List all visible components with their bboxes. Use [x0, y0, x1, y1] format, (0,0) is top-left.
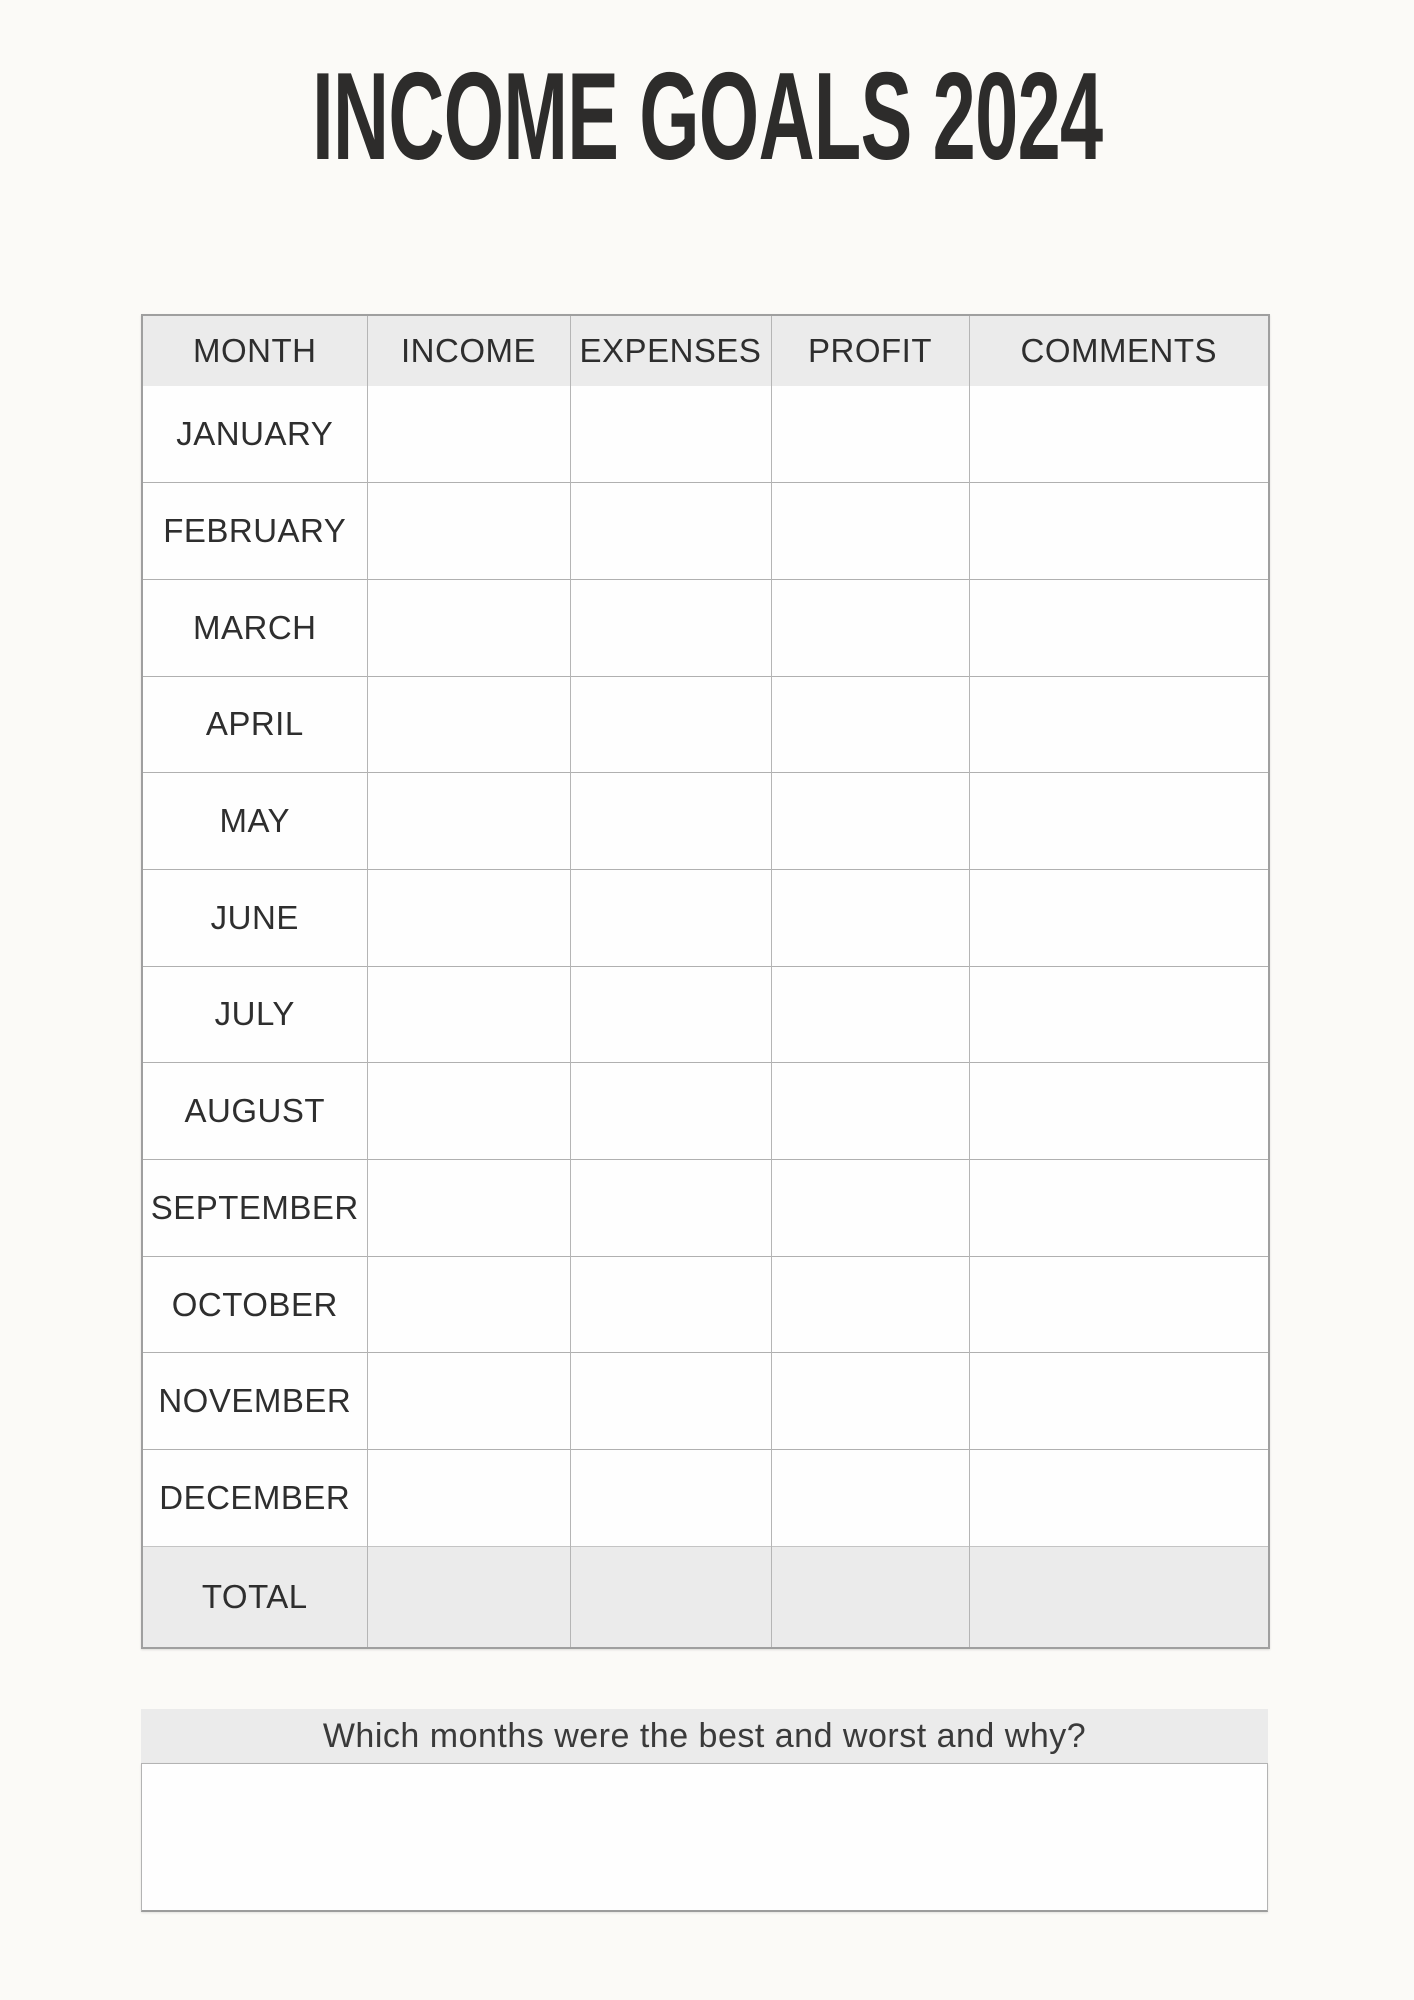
- cell-february-profit[interactable]: [771, 483, 969, 580]
- cell-may-profit[interactable]: [771, 773, 969, 870]
- month-label: NOVEMBER: [142, 1353, 367, 1450]
- cell-total-profit[interactable]: [771, 1546, 969, 1648]
- month-label: AUGUST: [142, 1063, 367, 1160]
- column-header-income: INCOME: [367, 315, 570, 386]
- cell-february-income[interactable]: [367, 483, 570, 580]
- cell-july-expenses[interactable]: [570, 966, 771, 1063]
- row-july: [142, 966, 1269, 1063]
- cell-november-comments[interactable]: [969, 1353, 1269, 1450]
- cell-october-income[interactable]: [367, 1256, 570, 1353]
- column-header-expenses: EXPENSES: [570, 315, 771, 386]
- cell-october-comments[interactable]: [969, 1256, 1269, 1353]
- cell-july-profit[interactable]: [771, 966, 969, 1063]
- cell-april-expenses[interactable]: [570, 676, 771, 773]
- cell-june-income[interactable]: [367, 869, 570, 966]
- cell-march-income[interactable]: [367, 579, 570, 676]
- row-january: [142, 386, 1269, 483]
- cell-june-profit[interactable]: [771, 869, 969, 966]
- column-header-comments: COMMENTS: [969, 315, 1269, 386]
- page-title-text: INCOME GOALS 2024: [311, 48, 1103, 186]
- cell-january-income[interactable]: [367, 386, 570, 483]
- cell-march-expenses[interactable]: [570, 579, 771, 676]
- month-label: OCTOBER: [142, 1256, 367, 1353]
- cell-january-profit[interactable]: [771, 386, 969, 483]
- cell-january-expenses[interactable]: [570, 386, 771, 483]
- question-section: [141, 1709, 1268, 1912]
- cell-april-comments[interactable]: [969, 676, 1269, 773]
- month-label: FEBRUARY: [142, 483, 367, 580]
- cell-april-income[interactable]: [367, 676, 570, 773]
- row-december: [142, 1450, 1269, 1547]
- page-title: [0, 46, 1414, 189]
- cell-september-income[interactable]: [367, 1160, 570, 1257]
- row-august: [142, 1063, 1269, 1160]
- month-label: DECEMBER: [142, 1450, 367, 1547]
- row-february: [142, 483, 1269, 580]
- cell-january-comments[interactable]: [969, 386, 1269, 483]
- cell-december-income[interactable]: [367, 1450, 570, 1547]
- cell-total-expenses[interactable]: [570, 1546, 771, 1648]
- cell-december-profit[interactable]: [771, 1450, 969, 1547]
- answer-box[interactable]: [141, 1763, 1268, 1912]
- row-november: [142, 1353, 1269, 1450]
- cell-august-expenses[interactable]: [570, 1063, 771, 1160]
- cell-february-expenses[interactable]: [570, 483, 771, 580]
- month-label: JANUARY: [176, 415, 334, 453]
- total-label: TOTAL: [142, 1546, 367, 1648]
- cell-september-profit[interactable]: [771, 1160, 969, 1257]
- cell-may-income[interactable]: [367, 773, 570, 870]
- row-march: [142, 579, 1269, 676]
- cell-june-comments[interactable]: [969, 869, 1269, 966]
- cell-november-expenses[interactable]: [570, 1353, 771, 1450]
- row-october: [142, 1256, 1269, 1353]
- cell-august-income[interactable]: [367, 1063, 570, 1160]
- cell-may-expenses[interactable]: [570, 773, 771, 870]
- income-goals-table: [141, 314, 1270, 1649]
- month-label: MAY: [142, 773, 367, 870]
- cell-august-profit[interactable]: [771, 1063, 969, 1160]
- table-header-row: [142, 315, 1269, 386]
- column-header-profit: PROFIT: [771, 315, 969, 386]
- cell-july-income[interactable]: [367, 966, 570, 1063]
- row-september: [142, 1160, 1269, 1257]
- month-label: JUNE: [142, 869, 367, 966]
- question-label: Which months were the best and worst and why?: [141, 1709, 1268, 1763]
- row-may: [142, 773, 1269, 870]
- cell-november-income[interactable]: [367, 1353, 570, 1450]
- cell-september-comments[interactable]: [969, 1160, 1269, 1257]
- cell-total-comments[interactable]: [969, 1546, 1269, 1648]
- column-header-month: MONTH: [142, 315, 367, 386]
- cell-total-income[interactable]: [367, 1546, 570, 1648]
- cell-august-comments[interactable]: [969, 1063, 1269, 1160]
- cell-december-expenses[interactable]: [570, 1450, 771, 1547]
- cell-april-profit[interactable]: [771, 676, 969, 773]
- month-label: SEPTEMBER: [142, 1160, 367, 1257]
- month-label: APRIL: [142, 676, 367, 773]
- cell-may-comments[interactable]: [969, 773, 1269, 870]
- row-april: [142, 676, 1269, 773]
- cell-february-comments[interactable]: [969, 483, 1269, 580]
- cell-october-expenses[interactable]: [570, 1256, 771, 1353]
- row-june: [142, 869, 1269, 966]
- month-label: MARCH: [142, 579, 367, 676]
- cell-june-expenses[interactable]: [570, 869, 771, 966]
- cell-september-expenses[interactable]: [570, 1160, 771, 1257]
- cell-october-profit[interactable]: [771, 1256, 969, 1353]
- cell-november-profit[interactable]: [771, 1353, 969, 1450]
- cell-december-comments[interactable]: [969, 1450, 1269, 1547]
- total-row: [142, 1546, 1269, 1648]
- month-label: JULY: [142, 966, 367, 1063]
- cell-march-profit[interactable]: [771, 579, 969, 676]
- cell-march-comments[interactable]: [969, 579, 1269, 676]
- cell-july-comments[interactable]: [969, 966, 1269, 1063]
